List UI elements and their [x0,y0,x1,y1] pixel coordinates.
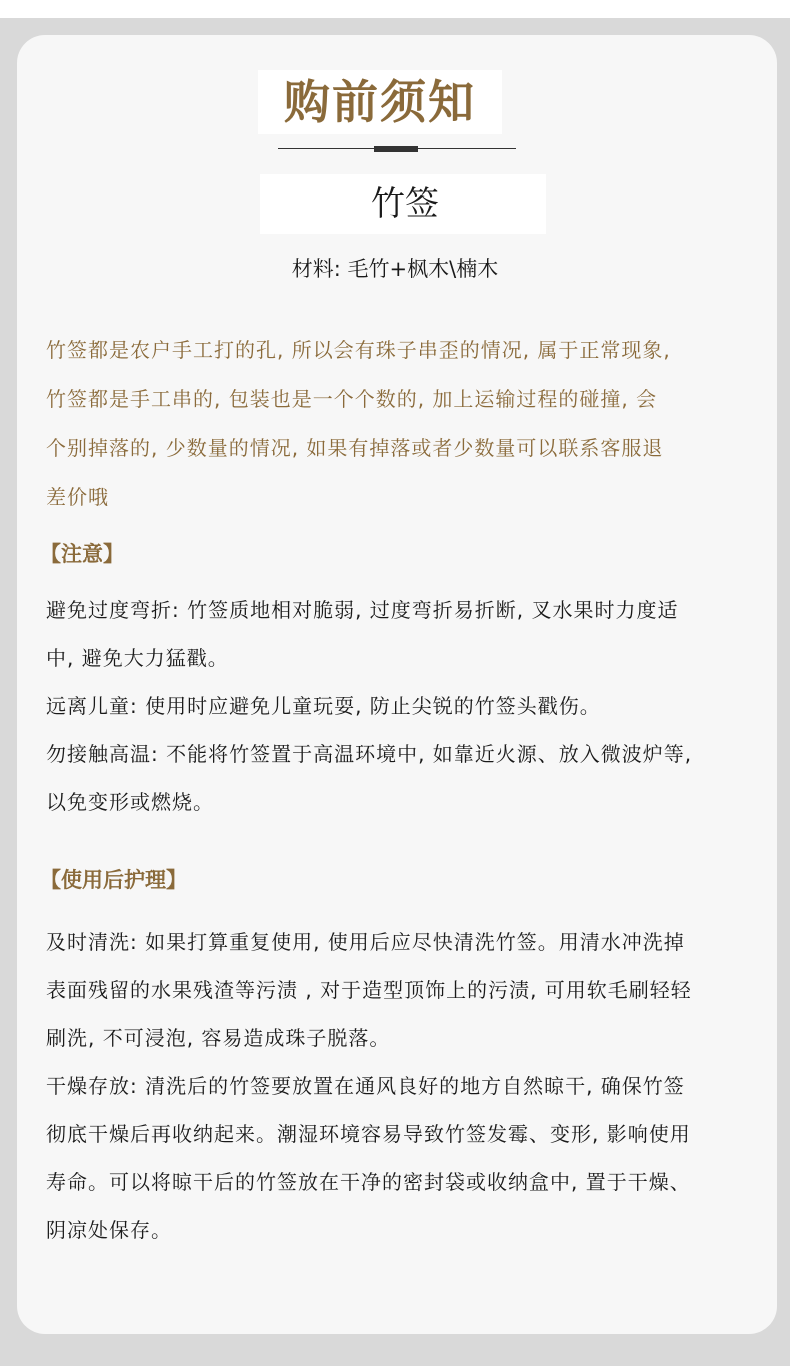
care-line: 刷洗, 不可浸泡, 容易造成珠子脱落。 [46,1026,391,1050]
notice-line: 避免过度弯折: 竹签质地相对脆弱, 过度弯折易折断, 叉水果时力度适 [46,598,679,622]
care-section [46,918,776,1254]
intro-line: 个别掉落的, 少数量的情况, 如果有掉落或者少数量可以联系客服退 [46,436,664,460]
care-heading: 【使用后护理】 [40,868,187,892]
notice-line: 以免变形或燃烧。 [46,790,214,814]
care-line: 及时清洗: 如果打算重复使用, 使用后应尽快清洗竹签。用清水冲洗掉 [46,930,685,954]
care-line: 干燥存放: 清洗后的竹签要放置在通风良好的地方自然晾干, 确保竹签 [46,1074,685,1098]
notice-heading: 【注意】 [40,542,124,566]
care-line: 寿命。可以将晾干后的竹签放在干净的密封袋或收纳盒中, 置于干燥、 [46,1170,691,1194]
intro-line: 竹签都是手工串的, 包装也是一个个数的, 加上运输过程的碰撞, 会 [46,387,658,411]
care-line: 彻底干燥后再收纳起来。潮湿环境容易导致竹签发霉、变形, 影响使用 [46,1122,691,1146]
care-line: 表面残留的水果残渣等污渍 , 对于造型顶饰上的污渍, 可用软毛刷轻轻 [46,978,692,1002]
notice-section [46,586,776,826]
intro-paragraph [46,326,766,522]
page-title: 购前须知 [284,75,476,129]
care-line: 阴凉处保存。 [46,1218,172,1242]
top-white-strip [0,0,790,18]
product-name: 竹签 [371,184,439,224]
intro-line: 差价哦 [46,485,109,509]
notice-line: 勿接触高温: 不能将竹签置于高温环境中, 如靠近火源、放入微波炉等, [46,742,693,766]
material-line: 材料: 毛竹+枫木\楠木 [291,257,499,281]
intro-line: 竹签都是农户手工打的孔, 所以会有珠子串歪的情况, 属于正常现象, [46,338,671,362]
notice-line: 中, 避免大力猛戳。 [46,646,229,670]
notice-line: 远离儿童: 使用时应避免儿童玩耍, 防止尖锐的竹签头戳伤。 [46,694,601,718]
title-divider-accent [374,146,418,152]
